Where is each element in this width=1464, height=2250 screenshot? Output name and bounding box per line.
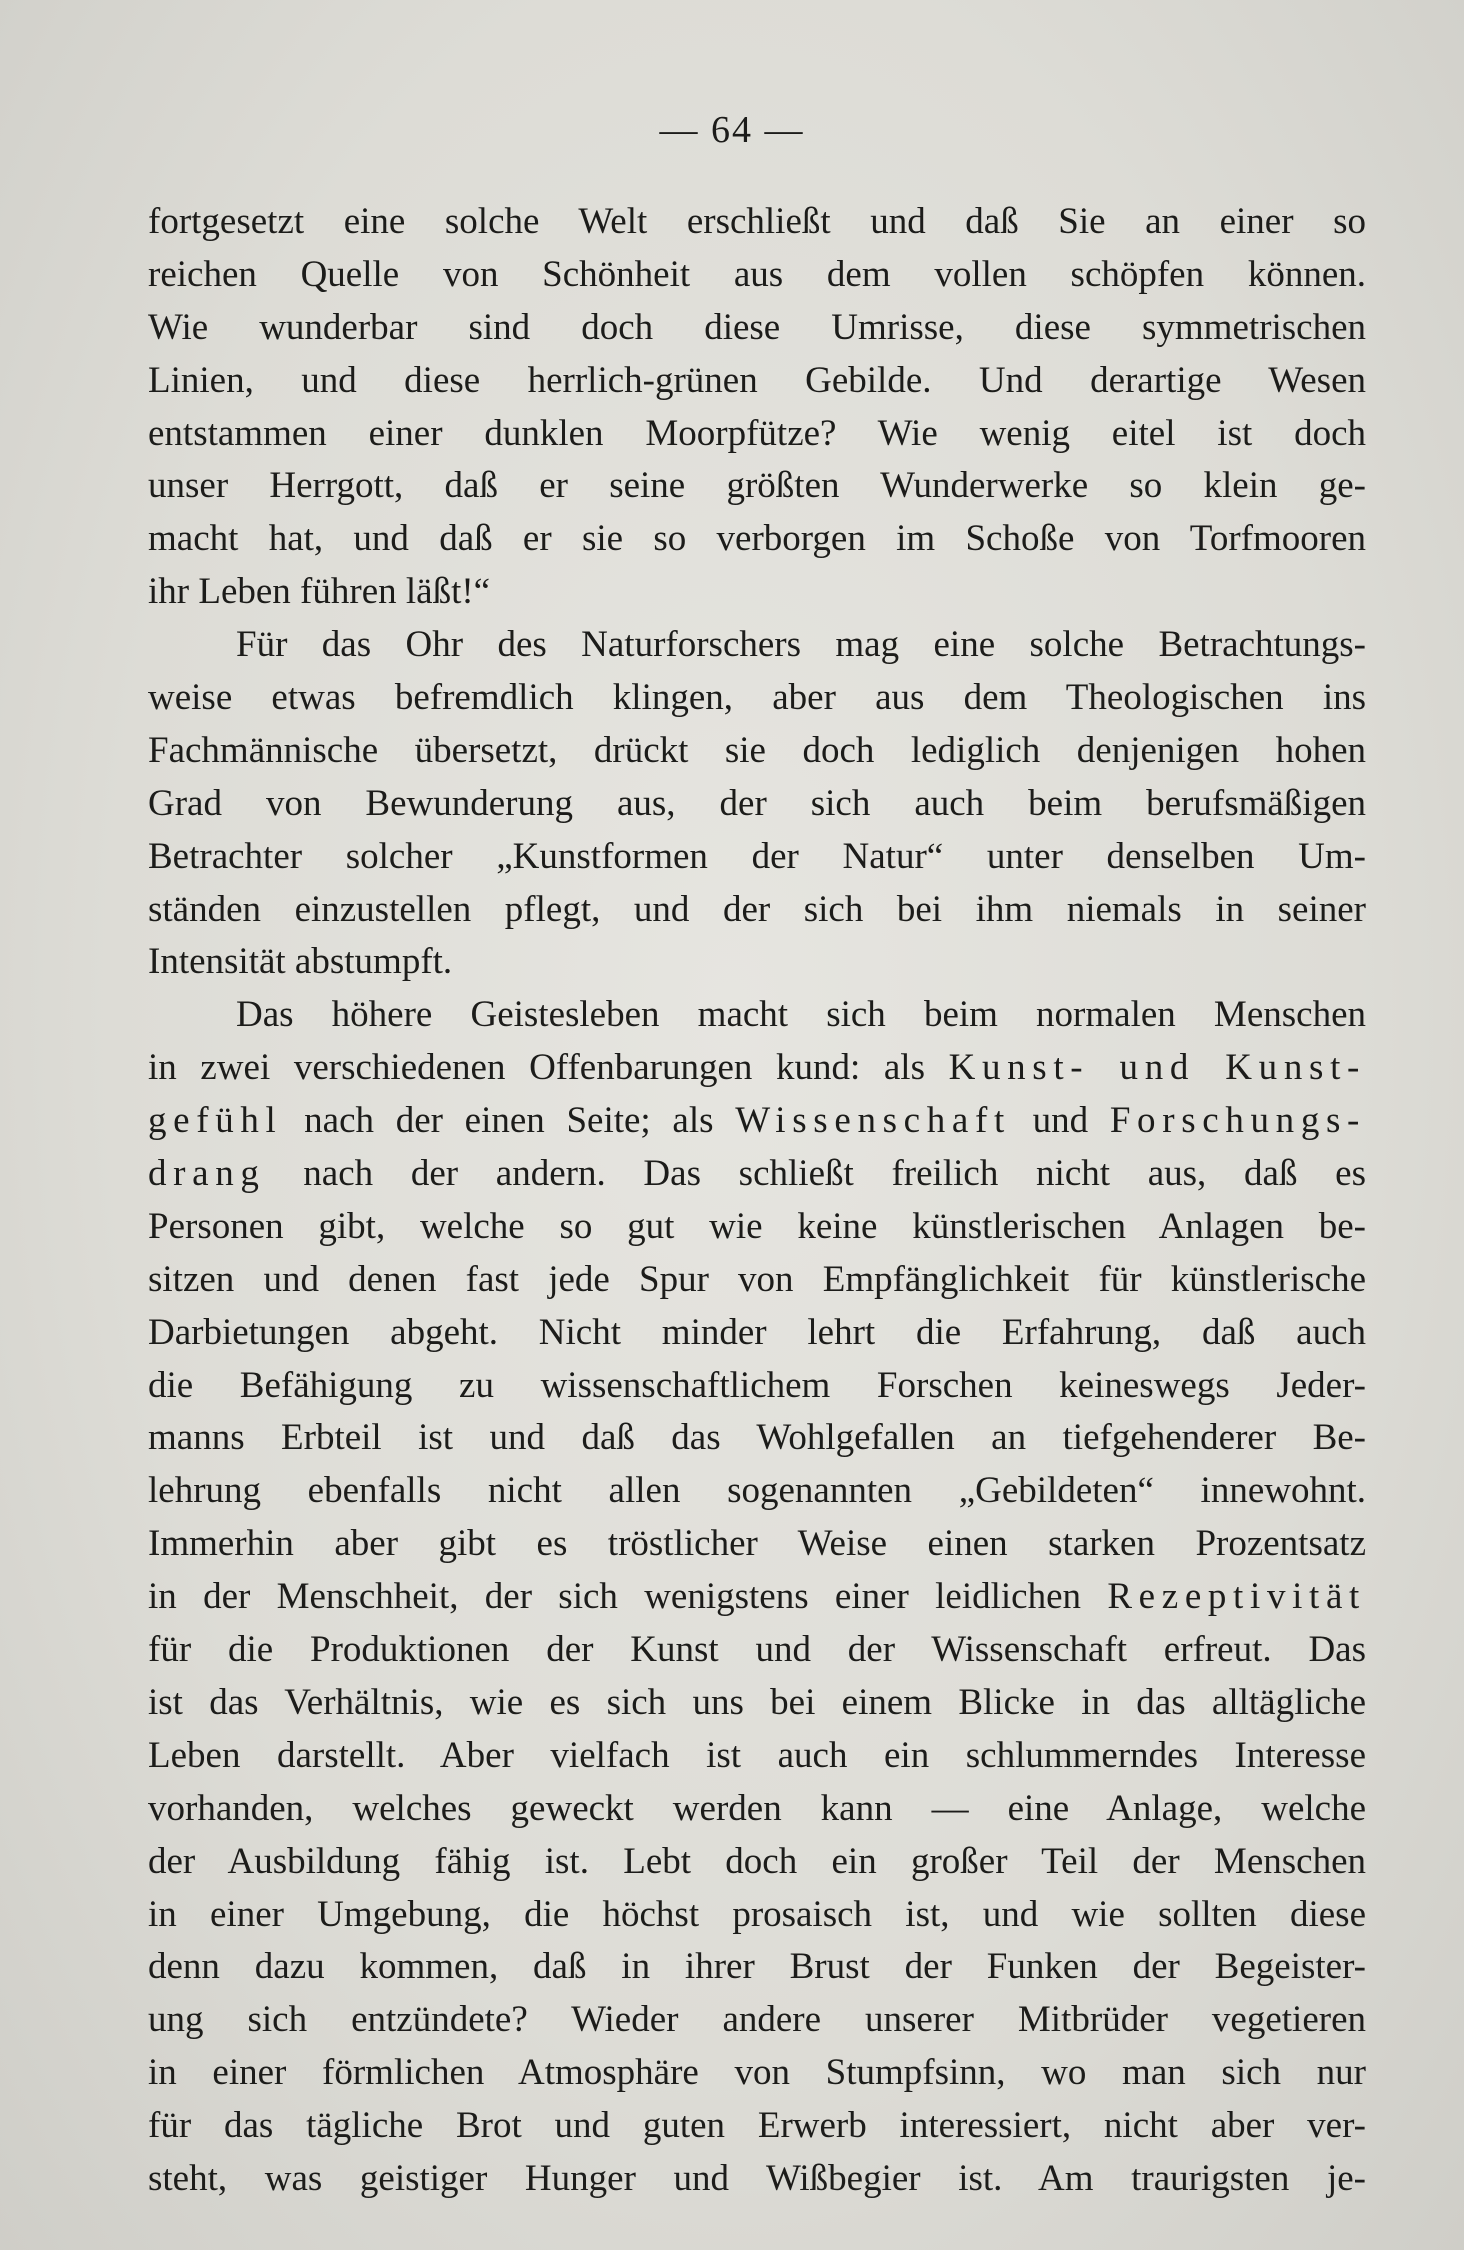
page-number: — 64 — [659, 109, 805, 151]
line-text: nach der andern. Das schließt freilich nicht aus, daß es [265, 1153, 1366, 1195]
line-text: in einer förmlichen Atmosphäre von Stumpfsinn, wo man sich nur [148, 2052, 1366, 2094]
text-line [148, 355, 1366, 408]
text-line [148, 1677, 1366, 1730]
line-text: Personen gibt, welche so gut wie keine künstlerischen Anlagen be- [148, 1205, 1366, 1247]
line-text: die Befähigung zu wissenschaftlichem Forschen keineswegs Jeder- [148, 1364, 1366, 1406]
line-text: in einer Umgebung, die höchst prosaisch ist, und wie sollten diese [148, 1893, 1366, 1935]
text-line [148, 1465, 1366, 1518]
text-line [148, 2100, 1366, 2153]
line-text: lehrung ebenfalls nicht allen sogenannten „Gebildeten“ innewohnt. [148, 1470, 1366, 1512]
text-line [148, 1201, 1366, 1254]
line-text: Grad von Bewunderung aus, der sich auch beim berufsmäßigen [148, 782, 1366, 824]
emphasized-text: Rezeptivität [1107, 1576, 1366, 1618]
line-text: weise etwas befremdlich klingen, aber aus dem Theologischen ins [148, 677, 1366, 719]
line-text: in zwei verschiedenen Offenbarungen kund: als [148, 1047, 949, 1089]
line-text: Immerhin aber gibt es tröstlicher Weise einen starken Prozentsatz [148, 1523, 1366, 1565]
line-text: macht hat, und daß er sie so verborgen im Schoße von Torfmooren [148, 518, 1366, 560]
line-text: Fachmännische übersetzt, drückt sie doch lediglich denjenigen hohen [148, 729, 1366, 771]
text-line [148, 1148, 1366, 1201]
text-line [148, 2153, 1366, 2206]
text-line [148, 2047, 1366, 2100]
text-line [148, 619, 1366, 672]
line-text: sitzen und denen fast jede Spur von Empfänglichkeit für künstlerische [148, 1258, 1366, 1300]
text-line [148, 1042, 1366, 1095]
line-text: in der Menschheit, der sich wenigstens einer leidlichen [148, 1576, 1108, 1618]
line-text: steht, was geistiger Hunger und Wißbegier ist. Am traurigsten je- [148, 2157, 1366, 2199]
line-text: reichen Quelle von Schönheit aus dem vollen schöpfen können. [148, 253, 1366, 295]
text-line [148, 1254, 1366, 1307]
line-text: Für das Ohr des Naturforschers mag eine solche Betrachtungs- [236, 624, 1366, 666]
line-text: ihr Leben führen läßt!“ [148, 571, 491, 613]
line-text: denn dazu kommen, daß in ihrer Brust der Funken der Begeister- [148, 1946, 1366, 1988]
text-line [148, 1889, 1366, 1942]
line-text: manns Erbteil ist und daß das Wohlgefallen an tiefgehenderer Be- [148, 1417, 1366, 1459]
line-text: Wie wunderbar sind doch diese Umrisse, diese symmetrischen [148, 306, 1366, 348]
text-line [148, 1941, 1366, 1994]
text-line [148, 249, 1366, 302]
line-text: vorhanden, welches geweckt werden kann — eine Anlage, welche [148, 1787, 1366, 1829]
text-line [148, 884, 1366, 937]
line-text: ist das Verhältnis, wie es sich uns bei einem Blicke in das alltägliche [148, 1681, 1366, 1723]
body-text [148, 196, 1366, 2206]
text-line [148, 1624, 1366, 1677]
emphasized-text: Kunst- und Kunst- [948, 1047, 1366, 1089]
text-line [148, 778, 1366, 831]
text-line [148, 989, 1366, 1042]
text-line [148, 1518, 1366, 1571]
line-text: Leben darstellt. Aber vielfach ist auch ein schlummerndes Interesse [148, 1734, 1366, 1776]
line-text: für das tägliche Brot und guten Erwerb interessiert, nicht aber ver- [148, 2105, 1366, 2147]
line-text: Intensität abstumpft. [148, 941, 453, 983]
text-line [148, 196, 1366, 249]
line-text: Darbietungen abgeht. Nicht minder lehrt die Erfahrung, daß auch [148, 1311, 1366, 1353]
line-text: ung sich entzündete? Wieder andere unserer Mitbrüder vegetieren [148, 1999, 1366, 2041]
text-line [148, 408, 1366, 461]
text-line [148, 1095, 1366, 1148]
line-text: der Ausbildung fähig ist. Lebt doch ein großer Teil der Menschen [148, 1840, 1366, 1882]
text-line [148, 460, 1366, 513]
line-text: Das höhere Geistesleben macht sich beim normalen Menschen [236, 994, 1366, 1036]
text-line [148, 936, 1366, 989]
text-line [148, 1360, 1366, 1413]
line-text: ständen einzustellen pflegt, und der sich bei ihm niemals in seiner [148, 888, 1366, 930]
text-line [148, 302, 1366, 355]
text-line [148, 672, 1366, 725]
text-line [148, 566, 1366, 619]
line-text: nach der einen Seite; als [282, 1100, 736, 1142]
line-text: und [1010, 1100, 1110, 1142]
text-line [148, 1571, 1366, 1624]
line-text: entstammen einer dunklen Moorpfütze? Wie wenig eitel ist doch [148, 412, 1366, 454]
text-line [148, 831, 1366, 884]
text-line [148, 1412, 1366, 1465]
text-line [148, 1836, 1366, 1889]
text-line [148, 725, 1366, 778]
line-text: Linien, und diese herrlich-grünen Gebilde. Und derartige Wesen [148, 359, 1366, 401]
emphasized-text: Wissenschaft [735, 1100, 1011, 1142]
line-text: fortgesetzt eine solche Welt erschließt und daß Sie an einer so [148, 201, 1366, 242]
line-text: unser Herrgott, daß er seine größten Wunderwerke so klein ge- [148, 465, 1366, 507]
text-line [148, 1994, 1366, 2047]
emphasized-text: Forschungs- [1109, 1100, 1366, 1142]
text-line [148, 1730, 1366, 1783]
line-text: Betrachter solcher „Kunstformen der Natur“ unter denselben Um- [148, 835, 1366, 877]
line-text: für die Produktionen der Kunst und der Wissenschaft erfreut. Das [148, 1629, 1366, 1671]
text-line [148, 1307, 1366, 1360]
emphasized-text: gefühl [148, 1100, 283, 1142]
text-line [148, 1783, 1366, 1836]
emphasized-text: drang [148, 1153, 266, 1195]
text-line [148, 513, 1366, 566]
